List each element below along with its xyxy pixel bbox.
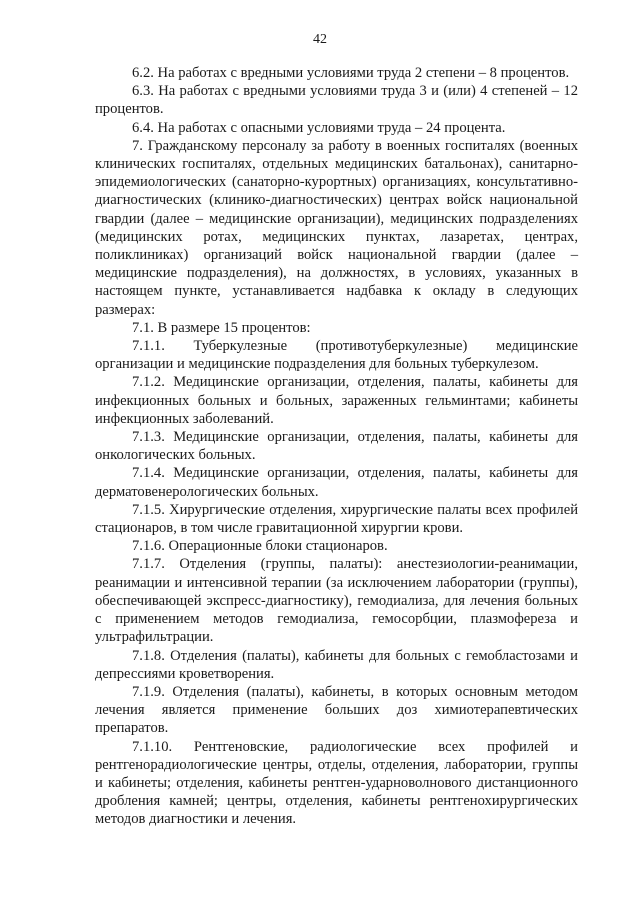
page-number: 42 [313, 32, 327, 47]
paragraph-7-1-2: 7.1.2. Медицинские организации, отделения, палаты, кабинеты для инфекционных больных и больных, зараженных гельминтами; кабинеты инфекционных заболеваний. [95, 374, 578, 427]
paragraph-7-1-9: 7.1.9. Отделения (палаты), кабинеты, в которых основным методом лечения является применение больших доз химиотерапевтических препаратов. [95, 683, 578, 737]
paragraph-7-1: 7.1. В размере 15 процентов: [132, 319, 311, 336]
paragraph-7-1-5: 7.1.5. Хирургические отделения, хирургические палаты всех профилей стационаров, в том числе гравитационной хирургии крови. [95, 501, 578, 537]
paragraph-7-1-1: 7.1.1. Туберкулезные (противотуберкулезные) медицинские организации и медицинские подразделения для больных туберкулезом. [95, 338, 578, 373]
paragraph-6-2: 6.2. На работах с вредными условиями труда 2 степени – 8 процентов. [132, 65, 570, 81]
paragraph-6-4: 6.4. На работах с опасными условиями труда – 24 процента. [132, 119, 506, 136]
paragraph-7-1-3: 7.1.3. Медицинские организации, отделения, палаты, кабинеты для онкологических больных. [95, 429, 578, 464]
paragraph-7-1-4: 7.1.4. Медицинские организации, отделения, палаты, кабинеты для дерматовенерологических больных. [95, 465, 578, 500]
paragraph-7-1-10: 7.1.10. Рентгеновские, радиологические всех профилей и рентгенорадиологические центры, отделы, отделения, лаборатории, группы и кабинеты; отделения, кабинеты рентген-ударноволнового дистанционного дробления камней; центры, отделения, кабинеты рентгенохирургических методов диагностики и лечения. [95, 738, 578, 828]
paragraph-6-3: 6.3. На работах с вредными условиями труда 3 и (или) 4 степеней – 12 процентов. [95, 83, 578, 118]
paragraph-7-1-8: 7.1.8. Отделения (палаты), кабинеты для больных с гемобластозами и депрессиями кроветворения. [95, 647, 578, 682]
paragraph-7-1-6: 7.1.6. Операционные блоки стационаров. [132, 538, 388, 555]
paragraph-7: 7. Гражданскому персоналу за работу в военных госпиталях (военных клинических госпиталях, отдельных медицинских батальонах), санитарно-эпидемиологических (санаторно-курортных) организациях, консультативно-диагностических (клинико-диагностических) центрах войск национальной гвардии (далее – медицинские организации), медицинских подразделениях (медицинских ротах, медицинских пунктах, лазаретах, центрах, поликлиниках) организаций войск национальной гвардии (далее – медицинские подразделения), на должностях, в условиях, указанных в настоящем пункте, устанавливается надбавка к окладу в следующих размерах: [95, 137, 578, 318]
paragraph-7-1-7: 7.1.7. Отделения (группы, палаты): анестезиологии-реанимации, реанимации и интенсивной терапии (за исключением лаборатории (группы), обеспечивающей экспресс-диагностику), гемодиализа, для лечения больных с применением методов гемодиализа, гемосорбции, плазмофереза и ультрафильтрации. [95, 556, 578, 646]
document-body [95, 64, 578, 829]
